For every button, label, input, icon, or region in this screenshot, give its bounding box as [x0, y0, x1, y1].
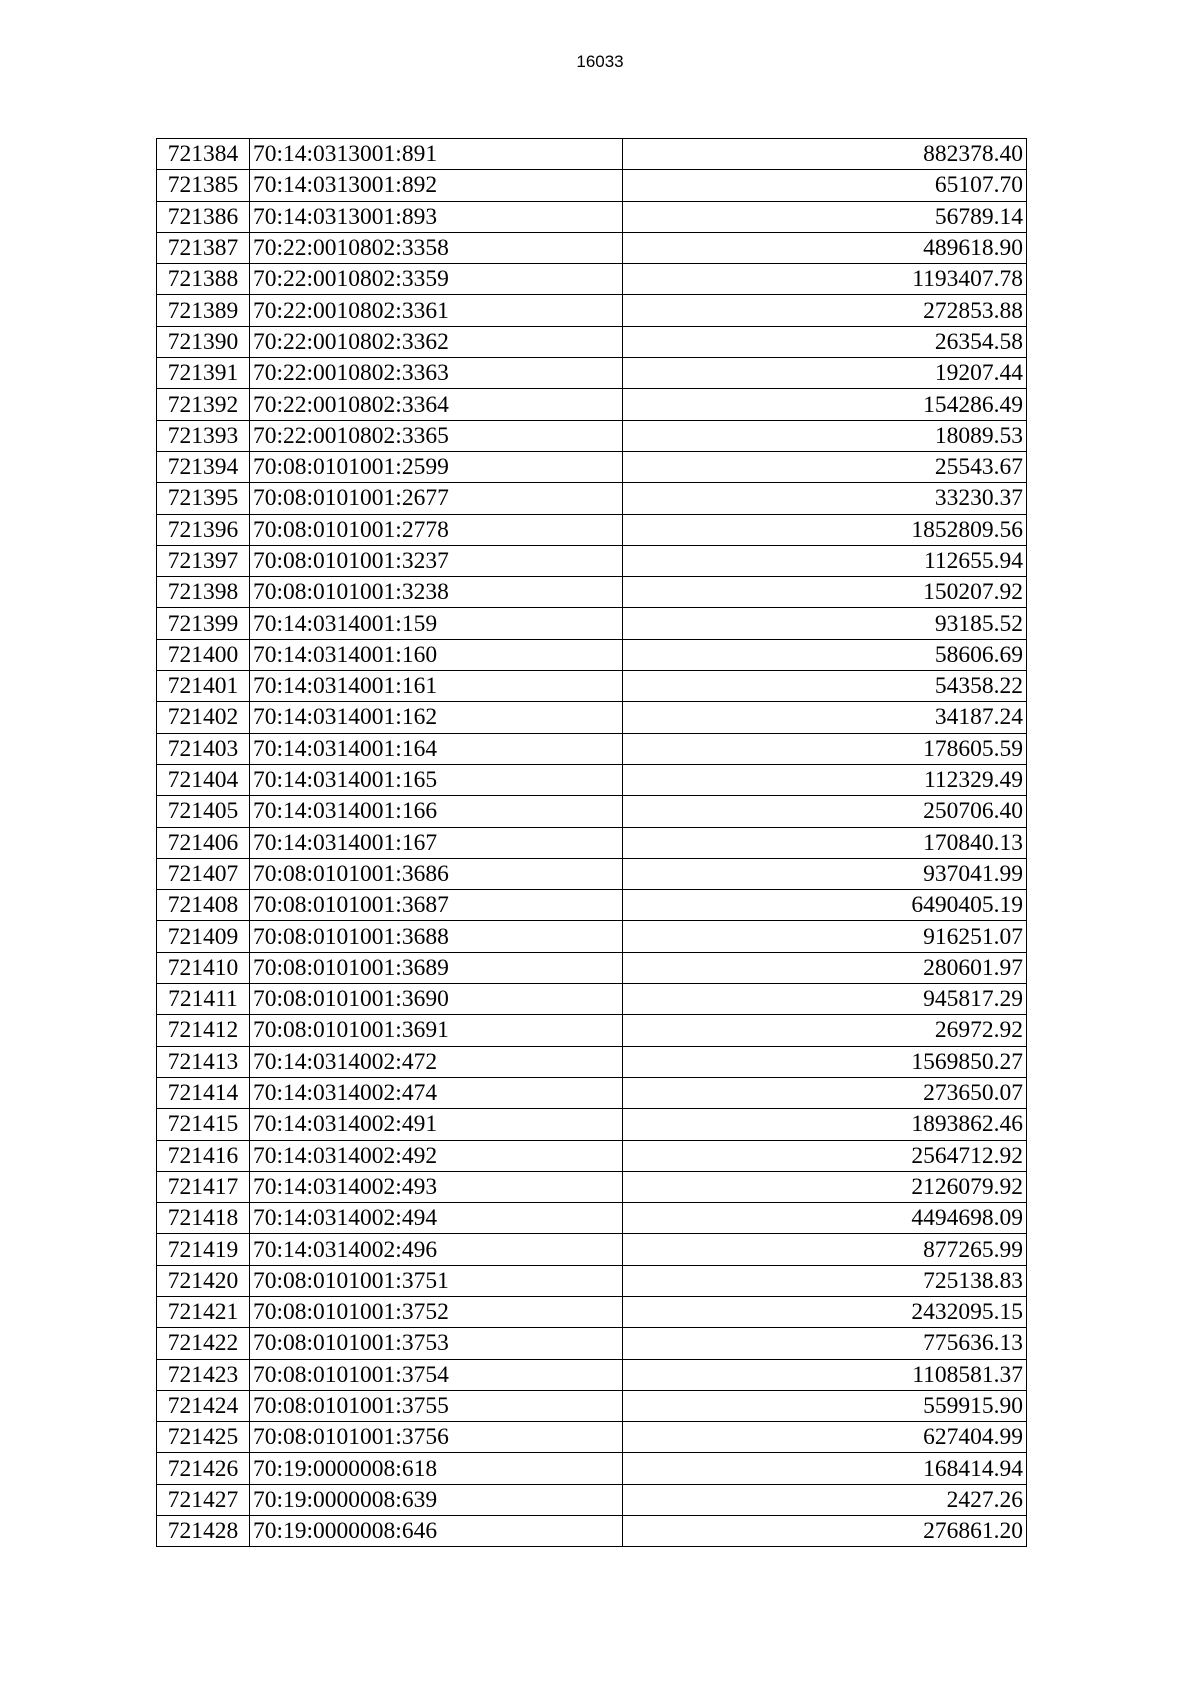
row-number-cell: 721415: [157, 1109, 250, 1140]
cadastral-number-cell: 70:14:0314002:472: [250, 1046, 623, 1077]
cadastral-number-cell: 70:22:0010802:3361: [250, 295, 623, 326]
cadastral-number-cell: 70:14:0314001:162: [250, 702, 623, 733]
cadastral-number-cell: 70:08:0101001:3753: [250, 1328, 623, 1359]
table-row: [157, 264, 1027, 295]
table-row: [157, 483, 1027, 514]
table-row: [157, 326, 1027, 357]
row-number-cell: 721398: [157, 577, 250, 608]
table-row: [157, 358, 1027, 389]
table-row: [157, 608, 1027, 639]
row-number-cell: 721426: [157, 1453, 250, 1484]
row-number-cell: 721405: [157, 796, 250, 827]
table-row: [157, 1203, 1027, 1234]
row-number-cell: 721386: [157, 201, 250, 232]
row-number-cell: 721412: [157, 1015, 250, 1046]
row-number-cell: 721395: [157, 483, 250, 514]
cadastral-number-cell: 70:14:0314001:165: [250, 764, 623, 795]
table-row: [157, 1359, 1027, 1390]
cadastral-number-cell: 70:08:0101001:2778: [250, 514, 623, 545]
cadastral-number-cell: 70:14:0313001:893: [250, 201, 623, 232]
cadastral-value-cell: 725138.83: [623, 1265, 1027, 1296]
table-row: [157, 577, 1027, 608]
table-row: [157, 389, 1027, 420]
cadastral-value-cell: 65107.70: [623, 170, 1027, 201]
cadastral-value-cell: 1893862.46: [623, 1109, 1027, 1140]
row-number-cell: 721404: [157, 764, 250, 795]
table-row: [157, 639, 1027, 670]
cadastral-value-cell: 276861.20: [623, 1516, 1027, 1547]
table-body: [157, 139, 1027, 1547]
cadastral-number-cell: 70:14:0314002:474: [250, 1077, 623, 1108]
row-number-cell: 721392: [157, 389, 250, 420]
row-number-cell: 721428: [157, 1516, 250, 1547]
cadastral-number-cell: 70:08:0101001:3686: [250, 858, 623, 889]
row-number-cell: 721424: [157, 1390, 250, 1421]
cadastral-number-cell: 70:08:0101001:2599: [250, 451, 623, 482]
row-number-cell: 721411: [157, 984, 250, 1015]
row-number-cell: 721417: [157, 1171, 250, 1202]
cadastral-value-cell: 34187.24: [623, 702, 1027, 733]
row-number-cell: 721421: [157, 1296, 250, 1327]
row-number-cell: 721403: [157, 733, 250, 764]
cadastral-value-cell: 280601.97: [623, 952, 1027, 983]
cadastral-value-cell: 882378.40: [623, 139, 1027, 170]
table-row: [157, 1265, 1027, 1296]
table-row: [157, 545, 1027, 576]
row-number-cell: 721427: [157, 1484, 250, 1515]
cadastral-value-cell: 2427.26: [623, 1484, 1027, 1515]
cadastral-number-cell: 70:08:0101001:3689: [250, 952, 623, 983]
row-number-cell: 721397: [157, 545, 250, 576]
cadastral-value-cell: 1193407.78: [623, 264, 1027, 295]
cadastral-value-cell: 154286.49: [623, 389, 1027, 420]
cadastral-number-cell: 70:14:0314002:491: [250, 1109, 623, 1140]
cadastral-number-cell: 70:22:0010802:3358: [250, 232, 623, 263]
row-number-cell: 721416: [157, 1140, 250, 1171]
cadastral-value-cell: 627404.99: [623, 1422, 1027, 1453]
row-number-cell: 721399: [157, 608, 250, 639]
table-row: [157, 764, 1027, 795]
cadastral-value-cell: 1108581.37: [623, 1359, 1027, 1390]
cadastral-value-cell: 168414.94: [623, 1453, 1027, 1484]
cadastral-value-cell: 178605.59: [623, 733, 1027, 764]
cadastral-number-cell: 70:14:0314001:166: [250, 796, 623, 827]
row-number-cell: 721420: [157, 1265, 250, 1296]
table-row: [157, 139, 1027, 170]
cadastral-number-cell: 70:22:0010802:3364: [250, 389, 623, 420]
cadastral-number-cell: 70:14:0314001:160: [250, 639, 623, 670]
row-number-cell: 721413: [157, 1046, 250, 1077]
table-row: [157, 1046, 1027, 1077]
cadastral-value-cell: 26972.92: [623, 1015, 1027, 1046]
table-row: [157, 451, 1027, 482]
table-row: [157, 1296, 1027, 1327]
cadastral-value-cell: 2432095.15: [623, 1296, 1027, 1327]
cadastral-number-cell: 70:08:0101001:3237: [250, 545, 623, 576]
table-row: [157, 796, 1027, 827]
row-number-cell: 721389: [157, 295, 250, 326]
cadastral-value-cell: 2126079.92: [623, 1171, 1027, 1202]
cadastral-value-cell: 937041.99: [623, 858, 1027, 889]
table-row: [157, 420, 1027, 451]
cadastral-value-cell: 58606.69: [623, 639, 1027, 670]
table-row: [157, 170, 1027, 201]
cadastral-number-cell: 70:14:0314002:492: [250, 1140, 623, 1171]
cadastral-number-cell: 70:14:0314002:496: [250, 1234, 623, 1265]
cadastral-number-cell: 70:14:0314001:164: [250, 733, 623, 764]
row-number-cell: 721401: [157, 671, 250, 702]
cadastral-number-cell: 70:19:0000008:646: [250, 1516, 623, 1547]
row-number-cell: 721414: [157, 1077, 250, 1108]
cadastral-number-cell: 70:14:0314001:167: [250, 827, 623, 858]
table-row: [157, 1453, 1027, 1484]
table-row: [157, 1516, 1027, 1547]
row-number-cell: 721396: [157, 514, 250, 545]
cadastral-value-cell: 18089.53: [623, 420, 1027, 451]
cadastral-value-cell: 170840.13: [623, 827, 1027, 858]
table-row: [157, 201, 1027, 232]
cadastral-number-cell: 70:08:0101001:2677: [250, 483, 623, 514]
table-row: [157, 858, 1027, 889]
row-number-cell: 721390: [157, 326, 250, 357]
cadastral-number-cell: 70:19:0000008:639: [250, 1484, 623, 1515]
cadastral-value-cell: 26354.58: [623, 326, 1027, 357]
cadastral-number-cell: 70:08:0101001:3687: [250, 890, 623, 921]
row-number-cell: 721393: [157, 420, 250, 451]
row-number-cell: 721391: [157, 358, 250, 389]
cadastral-value-cell: 2564712.92: [623, 1140, 1027, 1171]
row-number-cell: 721407: [157, 858, 250, 889]
cadastral-value-cell: 19207.44: [623, 358, 1027, 389]
cadastral-number-cell: 70:14:0313001:892: [250, 170, 623, 201]
cadastral-number-cell: 70:14:0314001:159: [250, 608, 623, 639]
cadastral-number-cell: 70:22:0010802:3363: [250, 358, 623, 389]
row-number-cell: 721408: [157, 890, 250, 921]
table-row: [157, 733, 1027, 764]
table-row: [157, 827, 1027, 858]
cadastral-value-cell: 112329.49: [623, 764, 1027, 795]
cadastral-number-cell: 70:08:0101001:3238: [250, 577, 623, 608]
cadastral-value-cell: 1852809.56: [623, 514, 1027, 545]
cadastral-number-cell: 70:14:0313001:891: [250, 139, 623, 170]
row-number-cell: 721385: [157, 170, 250, 201]
row-number-cell: 721419: [157, 1234, 250, 1265]
cadastral-value-cell: 945817.29: [623, 984, 1027, 1015]
cadastral-value-cell: 6490405.19: [623, 890, 1027, 921]
cadastral-number-cell: 70:22:0010802:3359: [250, 264, 623, 295]
table-row: [157, 984, 1027, 1015]
table-row: [157, 1077, 1027, 1108]
table-row: [157, 1140, 1027, 1171]
cadastral-value-cell: 489618.90: [623, 232, 1027, 263]
cadastral-number-cell: 70:08:0101001:3756: [250, 1422, 623, 1453]
cadastral-value-cell: 4494698.09: [623, 1203, 1027, 1234]
cadastral-value-cell: 775636.13: [623, 1328, 1027, 1359]
row-number-cell: 721384: [157, 139, 250, 170]
cadastral-value-cell: 559915.90: [623, 1390, 1027, 1421]
table-row: [157, 921, 1027, 952]
table-row: [157, 232, 1027, 263]
cadastral-value-cell: 150207.92: [623, 577, 1027, 608]
table-row: [157, 1328, 1027, 1359]
cadastral-value-cell: 916251.07: [623, 921, 1027, 952]
table-row: [157, 702, 1027, 733]
row-number-cell: 721418: [157, 1203, 250, 1234]
row-number-cell: 721400: [157, 639, 250, 670]
cadastral-number-cell: 70:08:0101001:3691: [250, 1015, 623, 1046]
row-number-cell: 721402: [157, 702, 250, 733]
cadastral-number-cell: 70:08:0101001:3690: [250, 984, 623, 1015]
cadastral-number-cell: 70:14:0314002:494: [250, 1203, 623, 1234]
cadastral-value-cell: 272853.88: [623, 295, 1027, 326]
table-row: [157, 1390, 1027, 1421]
row-number-cell: 721387: [157, 232, 250, 263]
cadastral-value-cell: 93185.52: [623, 608, 1027, 639]
row-number-cell: 721388: [157, 264, 250, 295]
table-row: [157, 671, 1027, 702]
cadastral-number-cell: 70:22:0010802:3362: [250, 326, 623, 357]
cadastral-value-cell: 250706.40: [623, 796, 1027, 827]
cadastral-number-cell: 70:14:0314001:161: [250, 671, 623, 702]
cadastral-value-cell: 25543.67: [623, 451, 1027, 482]
cadastral-value-cell: 54358.22: [623, 671, 1027, 702]
cadastral-number-cell: 70:19:0000008:618: [250, 1453, 623, 1484]
row-number-cell: 721410: [157, 952, 250, 983]
cadastral-value-cell: 112655.94: [623, 545, 1027, 576]
table-row: [157, 1015, 1027, 1046]
cadastral-number-cell: 70:08:0101001:3688: [250, 921, 623, 952]
row-number-cell: 721425: [157, 1422, 250, 1453]
cadastral-number-cell: 70:08:0101001:3752: [250, 1296, 623, 1327]
cadastral-value-cell: 273650.07: [623, 1077, 1027, 1108]
cadastral-value-cell: 33230.37: [623, 483, 1027, 514]
table-row: [157, 1484, 1027, 1515]
cadastral-value-cell: 1569850.27: [623, 1046, 1027, 1077]
table-row: [157, 890, 1027, 921]
cadastral-value-cell: 56789.14: [623, 201, 1027, 232]
cadastral-value-table: [156, 138, 1027, 1547]
row-number-cell: 721394: [157, 451, 250, 482]
cadastral-number-cell: 70:08:0101001:3754: [250, 1359, 623, 1390]
row-number-cell: 721422: [157, 1328, 250, 1359]
table-row: [157, 295, 1027, 326]
row-number-cell: 721423: [157, 1359, 250, 1390]
table-row: [157, 1234, 1027, 1265]
cadastral-number-cell: 70:14:0314002:493: [250, 1171, 623, 1202]
cadastral-value-cell: 877265.99: [623, 1234, 1027, 1265]
row-number-cell: 721409: [157, 921, 250, 952]
table-row: [157, 1109, 1027, 1140]
cadastral-number-cell: 70:08:0101001:3755: [250, 1390, 623, 1421]
table-row: [157, 1171, 1027, 1202]
table-row: [157, 1422, 1027, 1453]
row-number-cell: 721406: [157, 827, 250, 858]
cadastral-number-cell: 70:08:0101001:3751: [250, 1265, 623, 1296]
table-row: [157, 514, 1027, 545]
table-row: [157, 952, 1027, 983]
page-number: 16033: [576, 52, 624, 71]
cadastral-number-cell: 70:22:0010802:3365: [250, 420, 623, 451]
